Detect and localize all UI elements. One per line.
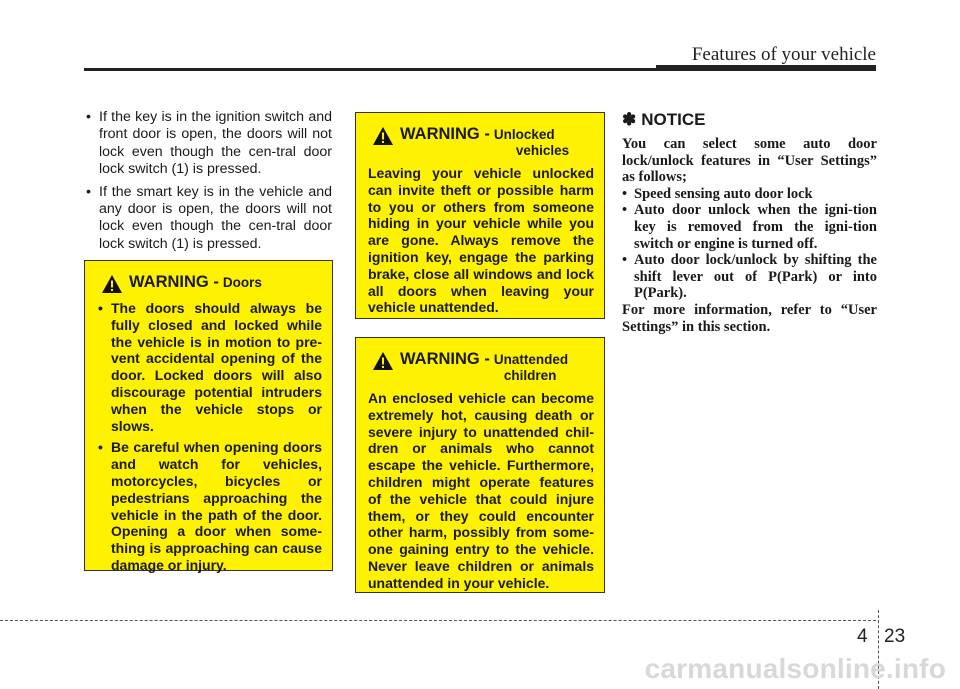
notice-item: • Auto door lock/unlock by shifting the shift lever out of P(Park) or into P(Park). (622, 252, 877, 302)
notice-intro: You can select some auto door lock/unlock features in “User Settings” as follows; (622, 136, 877, 186)
warning-triangle-icon (372, 351, 394, 371)
notice-title: NOTICE (641, 110, 706, 129)
info-bullet: • If the smart key is in the vehicle and any door is open, the doors will not lock even though the cen-tral door lock switch (1) is pressed. (86, 184, 332, 254)
warning-word: WARNING - (129, 273, 219, 291)
section-header-title: Features of your vehicle (691, 44, 876, 65)
info-bullet: • If the key is in the ignition switch and front door is open, the doors will not lock even though the cen-tral door lock switch (1) is pressed. (86, 109, 332, 179)
warning-text: Leaving your vehicle unlocked can invite theft or possible harm to you or others from someone hiding in your vehicle while you are gone. Always remove the ignition key, engage the parking brake, close all windows and lock all doors when leaving your vehicle unattended. (368, 165, 594, 316)
notice-item: • Speed sensing auto door lock (622, 186, 877, 203)
warning-triangle-icon (372, 126, 394, 146)
warning-triangle-icon (101, 274, 123, 294)
warning-box-doors (84, 260, 333, 571)
left-column (86, 109, 332, 258)
warning-text: An enclosed vehicle can become extremely hot, causing death or severe injury to unattended chil-dren or animals who cannot escape the vehicle. Furthermore, children might operate features of the vehicle that could injure them, or they could encounter other harm, possibly from some-one gaining entry to the vehicle. Never leave children or animals unattended in your vehicle. (368, 390, 594, 591)
warning-word: WARNING - (400, 350, 490, 368)
header-rule (84, 68, 876, 71)
warning-bullet-list (97, 300, 322, 574)
warning-bullet: • The doors should always be fully closed and locked while the vehicle is in motion to pre-vent accidental opening of the door. Locked doors will also discourage potential intruders when the vehicle stops or slows. (97, 300, 322, 434)
footer-rule (0, 620, 876, 621)
warning-word: WARNING - (400, 125, 490, 143)
notice-star-icon: ✽ (622, 110, 637, 129)
chapter-number: 4 (857, 626, 868, 647)
warning-subject: Doors (222, 275, 262, 290)
notice-heading (622, 110, 877, 130)
notice-section (622, 110, 877, 335)
warning-subject-line2: children (503, 368, 557, 383)
page-number: 23 (884, 626, 906, 647)
warning-box-unattended-children (355, 337, 605, 593)
warning-header (368, 125, 594, 159)
warning-subject-line1: Unlocked (493, 127, 555, 142)
warning-header (97, 273, 322, 294)
warning-header (368, 350, 594, 384)
notice-item: • Auto door unlock when the igni-tion key is removed from the igni-tion switch or engine is turned off. (622, 202, 877, 252)
warning-subject-line1: Unattended (493, 352, 569, 367)
watermark-text: carmanualsonline.info (644, 653, 946, 684)
warning-subject-line2: vehicles (515, 143, 570, 158)
info-bullet-list (86, 109, 332, 253)
warning-bullet: • Be careful when opening doors and watch for vehicles, motorcycles, bicycles or pedestrians approaching the vehicle in the path of the door. Opening a door when some-thing is approaching can cause damage or injury. (97, 439, 322, 573)
notice-outro: For more information, refer to “User Settings” in this section. (622, 301, 877, 335)
notice-list (622, 186, 877, 302)
warning-box-unlocked-vehicles (355, 112, 605, 319)
